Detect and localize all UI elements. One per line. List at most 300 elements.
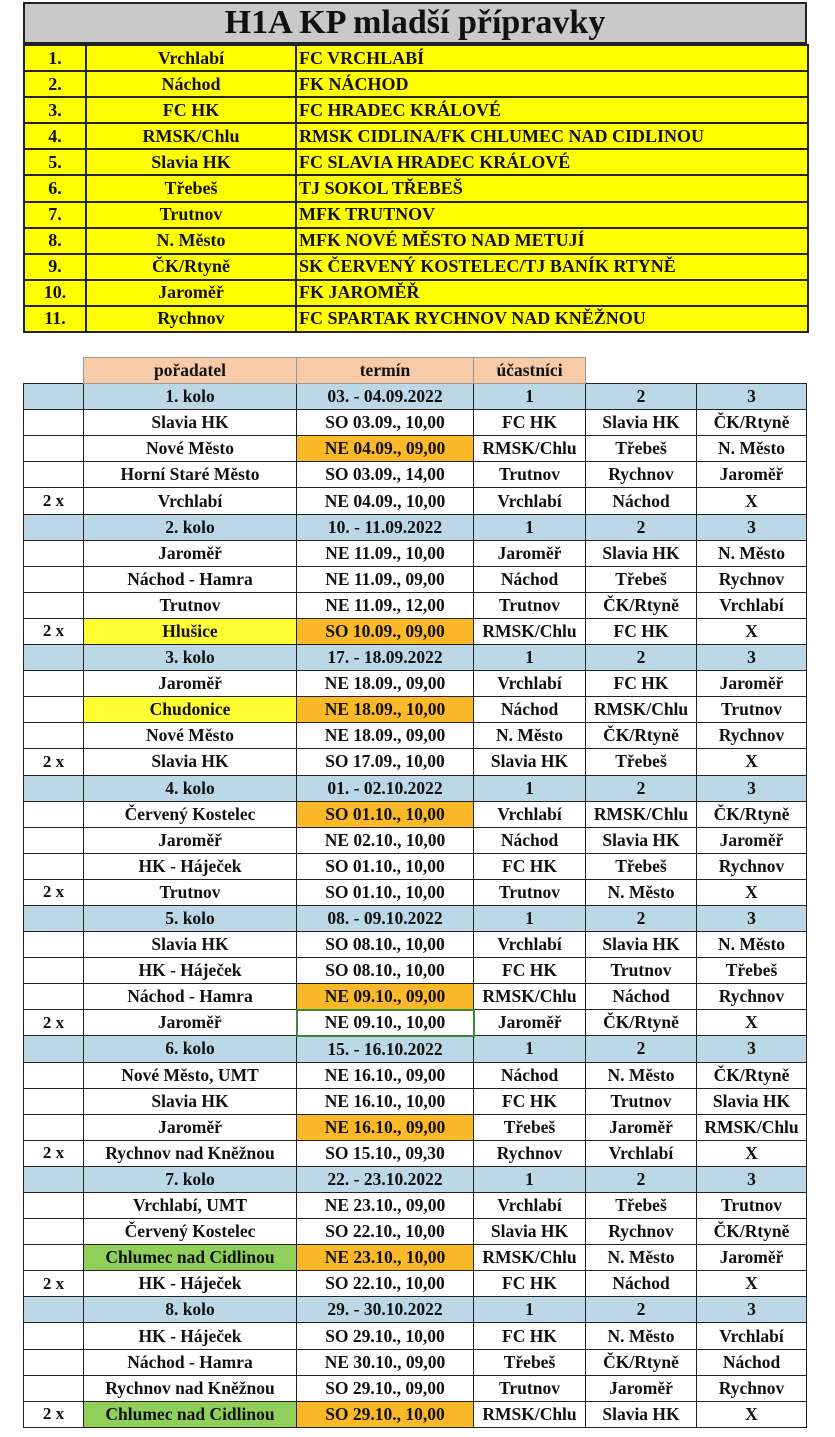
club-full-name: FK NÁCHOD (296, 71, 808, 97)
round-header-row (24, 1166, 807, 1192)
organizer-cell: HK - Háječek (84, 1323, 297, 1349)
double-mark: 2 x (24, 1140, 84, 1166)
participant-3: X (697, 749, 807, 775)
participant-3: X (697, 1010, 807, 1036)
participant-2: Třebeš (586, 436, 697, 462)
participant-3: X (697, 1140, 807, 1166)
participant-1: Slavia HK (474, 749, 586, 775)
match-row (24, 1062, 807, 1088)
match-row (24, 801, 807, 827)
term-cell: NE 18.09., 09,00 (297, 671, 474, 697)
club-short-name: FC HK (86, 97, 296, 123)
club-full-name: FK JAROMĚŘ (296, 280, 808, 306)
match-row (24, 436, 807, 462)
round-name: 7. kolo (84, 1166, 297, 1192)
participant-3: X (697, 1271, 807, 1297)
organizer-cell: Náchod - Hamra (84, 984, 297, 1010)
term-cell: SO 10.09., 09,00 (297, 618, 474, 644)
round-blank (24, 905, 84, 931)
club-row (24, 97, 808, 123)
double-mark (24, 723, 84, 749)
participant-3: ČK/Rtyně (697, 1219, 807, 1245)
double-mark: 2 x (24, 1401, 84, 1427)
round-name: 3. kolo (84, 645, 297, 671)
round-dates: 29. - 30.10.2022 (297, 1297, 474, 1323)
organizer-cell: Vrchlabí (84, 488, 297, 514)
match-row (24, 1271, 807, 1297)
match-row (24, 462, 807, 488)
group-2-label: 2 (586, 1036, 697, 1062)
organizer-cell: Nové Město (84, 723, 297, 749)
participant-1: Jaroměř (474, 1010, 586, 1036)
round-header-row (24, 384, 807, 410)
participant-2: ČK/Rtyně (586, 1349, 697, 1375)
group-1-label: 1 (474, 514, 586, 540)
club-row (24, 71, 808, 97)
participant-3: Rychnov (697, 723, 807, 749)
participant-3: ČK/Rtyně (697, 410, 807, 436)
group-2-label: 2 (586, 384, 697, 410)
club-full-name: FC HRADEC KRÁLOVÉ (296, 97, 808, 123)
double-mark (24, 801, 84, 827)
match-row (24, 1245, 807, 1271)
group-2-label: 2 (586, 775, 697, 801)
double-mark (24, 958, 84, 984)
participant-1: Třebeš (474, 1349, 586, 1375)
round-blank (24, 645, 84, 671)
group-2-label: 2 (586, 514, 697, 540)
page-title: H1A KP mladší přípravky (23, 2, 807, 44)
group-2-label: 2 (586, 1166, 697, 1192)
participant-3: Třebeš (697, 958, 807, 984)
participant-3: Rychnov (697, 984, 807, 1010)
club-full-name: TJ SOKOL TŘEBEŠ (296, 175, 808, 201)
club-number: 1. (24, 45, 86, 71)
participant-2: Třebeš (586, 749, 697, 775)
organizer-cell: Červený Kostelec (84, 801, 297, 827)
group-1-label: 1 (474, 905, 586, 931)
participant-3: Trutnov (697, 697, 807, 723)
term-cell: NE 04.09., 10,00 (297, 488, 474, 514)
group-3-label: 3 (697, 514, 807, 540)
double-mark: 2 x (24, 488, 84, 514)
group-3-label: 3 (697, 1297, 807, 1323)
organizer-cell: Červený Kostelec (84, 1219, 297, 1245)
group-3-label: 3 (697, 1036, 807, 1062)
round-dates: 10. - 11.09.2022 (297, 514, 474, 540)
participant-2: Slavia HK (586, 932, 697, 958)
double-mark (24, 932, 84, 958)
participant-2: Jaroměř (586, 1114, 697, 1140)
participant-3: Trutnov (697, 1193, 807, 1219)
club-row (24, 228, 808, 254)
term-cell: NE 23.10., 09,00 (297, 1193, 474, 1219)
double-mark (24, 592, 84, 618)
participant-2: ČK/Rtyně (586, 1010, 697, 1036)
organizer-cell: Jaroměř (84, 827, 297, 853)
participant-1: Náchod (474, 827, 586, 853)
term-cell: NE 30.10., 09,00 (297, 1349, 474, 1375)
club-row (24, 254, 808, 280)
header-blank (697, 358, 807, 384)
participant-1: RMSK/Chlu (474, 1401, 586, 1427)
club-number: 3. (24, 97, 86, 123)
club-short-name: Vrchlabí (86, 45, 296, 71)
club-row (24, 306, 808, 332)
match-row (24, 1219, 807, 1245)
club-number: 5. (24, 149, 86, 175)
organizer-cell: Trutnov (84, 592, 297, 618)
group-3-label: 3 (697, 384, 807, 410)
match-row (24, 566, 807, 592)
term-cell: NE 09.10., 09,00 (297, 984, 474, 1010)
header-term: termín (297, 358, 474, 384)
round-name: 6. kolo (84, 1036, 297, 1062)
term-cell: SO 22.10., 10,00 (297, 1271, 474, 1297)
club-number: 2. (24, 71, 86, 97)
club-number: 11. (24, 306, 86, 332)
participant-1: RMSK/Chlu (474, 436, 586, 462)
participant-1: Náchod (474, 566, 586, 592)
round-dates: 22. - 23.10.2022 (297, 1166, 474, 1192)
term-cell: SO 29.10., 09,00 (297, 1375, 474, 1401)
participant-1: Jaroměř (474, 540, 586, 566)
participant-1: Slavia HK (474, 1219, 586, 1245)
participant-2: Slavia HK (586, 410, 697, 436)
group-3-label: 3 (697, 1166, 807, 1192)
club-short-name: ČK/Rtyně (86, 254, 296, 280)
participant-3: Jaroměř (697, 827, 807, 853)
participant-3: N. Město (697, 540, 807, 566)
club-short-name: Rychnov (86, 306, 296, 332)
participant-1: RMSK/Chlu (474, 1245, 586, 1271)
organizer-cell: Slavia HK (84, 410, 297, 436)
schedule-header-row (24, 358, 807, 384)
match-row (24, 671, 807, 697)
match-row (24, 1140, 807, 1166)
participant-3: Rychnov (697, 1375, 807, 1401)
group-2-label: 2 (586, 905, 697, 931)
double-mark (24, 853, 84, 879)
double-mark (24, 671, 84, 697)
participant-1: Rychnov (474, 1140, 586, 1166)
header-organizer: pořadatel (84, 358, 297, 384)
club-short-name: Třebeš (86, 175, 296, 201)
organizer-cell: Hlušice (84, 618, 297, 644)
match-row (24, 879, 807, 905)
round-blank (24, 514, 84, 540)
term-cell: SO 01.10., 10,00 (297, 801, 474, 827)
participant-2: Rychnov (586, 462, 697, 488)
match-row (24, 932, 807, 958)
participant-2: Třebeš (586, 566, 697, 592)
participant-2: Náchod (586, 1271, 697, 1297)
club-number: 8. (24, 228, 86, 254)
club-full-name: MFK NOVÉ MĚSTO NAD METUJÍ (296, 228, 808, 254)
organizer-cell: Horní Staré Město (84, 462, 297, 488)
club-row (24, 123, 808, 149)
participant-2: N. Město (586, 879, 697, 905)
double-mark: 2 x (24, 879, 84, 905)
group-1-label: 1 (474, 645, 586, 671)
match-row (24, 1088, 807, 1114)
term-cell: SO 22.10., 10,00 (297, 1219, 474, 1245)
round-dates: 17. - 18.09.2022 (297, 645, 474, 671)
organizer-cell: Rychnov nad Kněžnou (84, 1375, 297, 1401)
organizer-cell: Slavia HK (84, 1088, 297, 1114)
participant-1: Trutnov (474, 592, 586, 618)
double-mark: 2 x (24, 749, 84, 775)
term-cell: SO 01.10., 10,00 (297, 853, 474, 879)
round-name: 2. kolo (84, 514, 297, 540)
participant-1: Vrchlabí (474, 671, 586, 697)
participant-2: Jaroměř (586, 1375, 697, 1401)
participant-1: RMSK/Chlu (474, 618, 586, 644)
term-cell: NE 18.09., 10,00 (297, 697, 474, 723)
header-blank (24, 358, 84, 384)
term-cell: SO 29.10., 10,00 (297, 1323, 474, 1349)
participant-3: Jaroměř (697, 462, 807, 488)
organizer-cell: Jaroměř (84, 1010, 297, 1036)
double-mark: 2 x (24, 618, 84, 644)
participant-3: X (697, 1401, 807, 1427)
participant-1: Vrchlabí (474, 801, 586, 827)
participant-1: Trutnov (474, 879, 586, 905)
match-row (24, 1349, 807, 1375)
club-row (24, 45, 808, 71)
double-mark (24, 697, 84, 723)
organizer-cell: Jaroměř (84, 1114, 297, 1140)
club-short-name: N. Město (86, 228, 296, 254)
organizer-cell: Chlumec nad Cidlinou (84, 1401, 297, 1427)
double-mark (24, 462, 84, 488)
group-3-label: 3 (697, 645, 807, 671)
organizer-cell: Slavia HK (84, 932, 297, 958)
participant-3: Rychnov (697, 566, 807, 592)
schedule-table (23, 357, 807, 1428)
participant-2: ČK/Rtyně (586, 592, 697, 618)
club-full-name: SK ČERVENÝ KOSTELEC/TJ BANÍK RTYNĚ (296, 254, 808, 280)
participant-3: RMSK/Chlu (697, 1114, 807, 1140)
round-blank (24, 1166, 84, 1192)
participant-1: FC HK (474, 958, 586, 984)
match-row (24, 410, 807, 436)
participant-3: Rychnov (697, 853, 807, 879)
round-name: 5. kolo (84, 905, 297, 931)
round-dates: 08. - 09.10.2022 (297, 905, 474, 931)
club-short-name: Jaroměř (86, 280, 296, 306)
round-dates: 15. - 16.10.2022 (297, 1036, 474, 1062)
match-row (24, 1193, 807, 1219)
match-row (24, 592, 807, 618)
double-mark (24, 436, 84, 462)
term-cell: NE 11.09., 12,00 (297, 592, 474, 618)
organizer-cell: Nové Město (84, 436, 297, 462)
double-mark (24, 1375, 84, 1401)
participant-2: N. Město (586, 1062, 697, 1088)
double-mark (24, 1193, 84, 1219)
organizer-cell: Náchod - Hamra (84, 1349, 297, 1375)
double-mark (24, 1088, 84, 1114)
organizer-cell: Trutnov (84, 879, 297, 905)
term-cell: NE 16.10., 09,00 (297, 1114, 474, 1140)
term-cell: NE 18.09., 09,00 (297, 723, 474, 749)
participant-3: Náchod (697, 1349, 807, 1375)
participant-1: Trutnov (474, 1375, 586, 1401)
double-mark: 2 x (24, 1271, 84, 1297)
round-header-row (24, 1036, 807, 1062)
participant-2: Třebeš (586, 1193, 697, 1219)
club-number: 7. (24, 202, 86, 228)
club-short-name: Trutnov (86, 202, 296, 228)
participant-1: Náchod (474, 697, 586, 723)
clubs-table (23, 44, 809, 333)
match-row (24, 749, 807, 775)
participant-3: X (697, 618, 807, 644)
participant-1: Vrchlabí (474, 1193, 586, 1219)
participant-2: Trutnov (586, 958, 697, 984)
round-blank (24, 775, 84, 801)
round-header-row (24, 905, 807, 931)
round-name: 1. kolo (84, 384, 297, 410)
organizer-cell: Slavia HK (84, 749, 297, 775)
term-cell: NE 16.10., 09,00 (297, 1062, 474, 1088)
participant-2: Třebeš (586, 853, 697, 879)
round-dates: 03. - 04.09.2022 (297, 384, 474, 410)
organizer-cell: Chudonice (84, 697, 297, 723)
group-2-label: 2 (586, 1297, 697, 1323)
participant-3: X (697, 879, 807, 905)
match-row (24, 697, 807, 723)
participant-2: N. Město (586, 1323, 697, 1349)
participant-2: N. Město (586, 1245, 697, 1271)
participant-2: Slavia HK (586, 827, 697, 853)
match-row (24, 618, 807, 644)
round-dates: 01. - 02.10.2022 (297, 775, 474, 801)
participant-2: FC HK (586, 618, 697, 644)
participant-1: N. Město (474, 723, 586, 749)
group-1-label: 1 (474, 1036, 586, 1062)
term-cell: NE 16.10., 10,00 (297, 1088, 474, 1114)
club-number: 9. (24, 254, 86, 280)
participant-3: ČK/Rtyně (697, 801, 807, 827)
organizer-cell: HK - Háječek (84, 853, 297, 879)
header-blank (586, 358, 697, 384)
organizer-cell: Rychnov nad Kněžnou (84, 1140, 297, 1166)
term-cell[interactable]: NE 09.10., 10,00 (297, 1010, 474, 1036)
round-header-row (24, 514, 807, 540)
term-cell: SO 08.10., 10,00 (297, 958, 474, 984)
club-row (24, 175, 808, 201)
club-full-name: MFK TRUTNOV (296, 202, 808, 228)
group-3-label: 3 (697, 905, 807, 931)
match-row (24, 1323, 807, 1349)
organizer-cell: Vrchlabí, UMT (84, 1193, 297, 1219)
match-row (24, 723, 807, 749)
double-mark (24, 1245, 84, 1271)
club-short-name: RMSK/Chlu (86, 123, 296, 149)
club-short-name: Náchod (86, 71, 296, 97)
double-mark (24, 410, 84, 436)
term-cell: SO 01.10., 10,00 (297, 879, 474, 905)
term-cell: NE 11.09., 10,00 (297, 540, 474, 566)
match-row (24, 853, 807, 879)
match-row (24, 958, 807, 984)
match-row (24, 488, 807, 514)
double-mark (24, 1114, 84, 1140)
participant-3: X (697, 488, 807, 514)
club-short-name: Slavia HK (86, 149, 296, 175)
header-participants: účastníci (474, 358, 586, 384)
group-3-label: 3 (697, 775, 807, 801)
participant-3: Vrchlabí (697, 1323, 807, 1349)
participant-2: Trutnov (586, 1088, 697, 1114)
club-row (24, 149, 808, 175)
participant-1: FC HK (474, 410, 586, 436)
term-cell: SO 03.09., 10,00 (297, 410, 474, 436)
participant-2: RMSK/Chlu (586, 697, 697, 723)
club-full-name: RMSK CIDLINA/FK CHLUMEC NAD CIDLINOU (296, 123, 808, 149)
round-blank (24, 1297, 84, 1323)
club-full-name: FC SPARTAK RYCHNOV NAD KNĚŽNOU (296, 306, 808, 332)
double-mark (24, 1062, 84, 1088)
round-header-row (24, 1297, 807, 1323)
participant-1: Třebeš (474, 1114, 586, 1140)
participant-1: FC HK (474, 853, 586, 879)
participant-1: Vrchlabí (474, 488, 586, 514)
participant-3: Jaroměř (697, 671, 807, 697)
club-row (24, 202, 808, 228)
participant-1: RMSK/Chlu (474, 984, 586, 1010)
group-1-label: 1 (474, 775, 586, 801)
participant-3: Jaroměř (697, 1245, 807, 1271)
term-cell: NE 02.10., 10,00 (297, 827, 474, 853)
group-1-label: 1 (474, 384, 586, 410)
match-row (24, 1375, 807, 1401)
participant-3: N. Město (697, 436, 807, 462)
participant-3: Vrchlabí (697, 592, 807, 618)
match-row (24, 984, 807, 1010)
participant-2: ČK/Rtyně (586, 723, 697, 749)
term-cell: SO 08.10., 10,00 (297, 932, 474, 958)
term-cell: SO 29.10., 10,00 (297, 1401, 474, 1427)
round-header-row (24, 645, 807, 671)
term-cell: NE 23.10., 10,00 (297, 1245, 474, 1271)
match-row (24, 540, 807, 566)
term-cell: SO 03.09., 14,00 (297, 462, 474, 488)
group-1-label: 1 (474, 1297, 586, 1323)
term-cell: NE 11.09., 09,00 (297, 566, 474, 592)
participant-1: FC HK (474, 1323, 586, 1349)
match-row (24, 1010, 807, 1036)
match-row (24, 827, 807, 853)
group-2-label: 2 (586, 645, 697, 671)
organizer-cell: Nové Město, UMT (84, 1062, 297, 1088)
organizer-cell: Chlumec nad Cidlinou (84, 1245, 297, 1271)
participant-2: FC HK (586, 671, 697, 697)
organizer-cell: HK - Háječek (84, 958, 297, 984)
participant-2: Slavia HK (586, 540, 697, 566)
club-number: 6. (24, 175, 86, 201)
double-mark (24, 827, 84, 853)
participant-2: Slavia HK (586, 1401, 697, 1427)
term-cell: SO 17.09., 10,00 (297, 749, 474, 775)
participant-2: Náchod (586, 984, 697, 1010)
participant-1: FC HK (474, 1088, 586, 1114)
participant-2: RMSK/Chlu (586, 801, 697, 827)
participant-1: Náchod (474, 1062, 586, 1088)
organizer-cell: HK - Háječek (84, 1271, 297, 1297)
